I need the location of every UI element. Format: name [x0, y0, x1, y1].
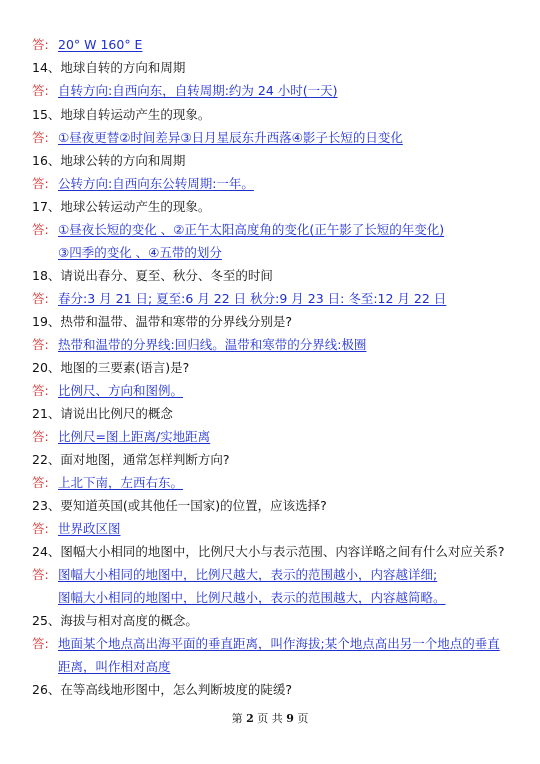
- footer-middle: 页 共: [257, 712, 283, 725]
- answer-text: 热带和温带的分界线:回归线。温带和寒带的分界线:极圈: [58, 337, 367, 352]
- answer-text: 自转方向:自西向东，自转周期:约为 24 小时(一天): [58, 83, 338, 98]
- answer-text: ①昼夜更替②时间差异③日月星辰东升西落④影子长短的日变化: [58, 130, 403, 145]
- answer-label: 答:: [32, 337, 49, 352]
- answer-label: 答:: [32, 567, 49, 582]
- answer-17: [32, 219, 526, 241]
- answer-label: 答:: [32, 521, 49, 536]
- answer-21: [32, 426, 526, 448]
- answer-label: 答:: [32, 383, 49, 398]
- question-18: 18、请说出春分、夏至、秋分、冬至的时间: [32, 268, 273, 283]
- answer-text: 比例尺、方向和图例。: [58, 383, 184, 398]
- question-17: 17、地球公转运动产生的现象。: [32, 199, 211, 214]
- answer-label: 答:: [32, 176, 49, 191]
- answer-22: [32, 472, 526, 494]
- question-24: 24、图幅大小相同的地图中，比例尺大小与表示范围、内容详略之间有什么对应关系?: [32, 544, 505, 559]
- answer-text: 公转方向:自西向东公转周期:一年。: [58, 176, 254, 191]
- total-page-number: 9: [286, 712, 294, 725]
- answer-label: 答:: [32, 37, 49, 52]
- answer-label: 答:: [32, 291, 49, 306]
- question-21: 21、请说出比例尺的概念: [32, 406, 173, 421]
- question-23: 23、要知道英国(或其他任一国家)的位置，应该选择?: [32, 498, 327, 513]
- answer-text: 图幅大小相同的地图中，比例尺越大，表示的范围越小，内容越详细;: [58, 567, 438, 582]
- answer-text: 世界政区图: [58, 521, 121, 536]
- answer-24: [32, 564, 526, 586]
- answer-text: 春分:3 月 21 日; 夏至:6 月 22 日 秋分:9 月 23 日: 冬至:12 月 22 日: [58, 291, 447, 306]
- answer-24-continued: [32, 587, 526, 609]
- answer-label: 答:: [32, 636, 49, 651]
- answer-text: 比例尺=图上距离/实地距离: [58, 429, 211, 444]
- question-20: 20、地图的三要素(语言)是?: [32, 360, 190, 375]
- answer-16: [32, 173, 526, 195]
- footer-suffix: 页: [297, 712, 309, 725]
- answer-20: [32, 380, 526, 402]
- question-22: 22、面对地图，通常怎样判断方向?: [32, 452, 230, 467]
- question-14: 14、地球自转的方向和周期: [32, 60, 186, 75]
- answer-text: 距离，叫作相对高度: [58, 659, 171, 674]
- answer-23: [32, 518, 526, 540]
- answer-14: [32, 80, 526, 102]
- answer-text: 图幅大小相同的地图中，比例尺越小，表示的范围越大，内容越简略。: [58, 590, 446, 605]
- answer-text: ③四季的变化 、④五带的划分: [58, 245, 222, 260]
- question-16: 16、地球公转的方向和周期: [32, 153, 186, 168]
- answer-label: 答:: [32, 83, 49, 98]
- answer-label: 答:: [32, 475, 49, 490]
- answer-label: 答:: [32, 130, 49, 145]
- question-26: 26、在等高线地形图中，怎么判断坡度的陡缓?: [32, 682, 293, 697]
- answer-15: [32, 127, 526, 149]
- answer-25: [32, 633, 526, 655]
- answer-text: ①昼夜长短的变化 、②正午太阳高度角的变化(正午影了长短的年变化): [58, 222, 445, 237]
- answer-text: 地面某个地点高出海平面的垂直距离，叫作海拔;某个地点高出另一个地点的垂直: [58, 636, 500, 651]
- current-page-number: 2: [246, 712, 254, 725]
- answer-text: 上北下南，左西右东。: [58, 475, 184, 490]
- answer-13: [32, 34, 526, 56]
- footer-prefix: 第: [231, 712, 243, 725]
- answer-19: [32, 334, 526, 356]
- answer-25-continued: [32, 656, 526, 678]
- question-25: 25、海拔与相对高度的概念。: [32, 613, 198, 628]
- answer-text: 20° W 160° E: [58, 37, 143, 52]
- question-15: 15、地球自转运动产生的现象。: [32, 107, 211, 122]
- page-footer: [0, 710, 540, 726]
- answer-label: 答:: [32, 222, 49, 237]
- answer-17-continued: [32, 242, 526, 264]
- question-19: 19、热带和温带、温带和寒带的分界线分别是?: [32, 314, 293, 329]
- answer-label: 答:: [32, 429, 49, 444]
- answer-18: [32, 288, 526, 310]
